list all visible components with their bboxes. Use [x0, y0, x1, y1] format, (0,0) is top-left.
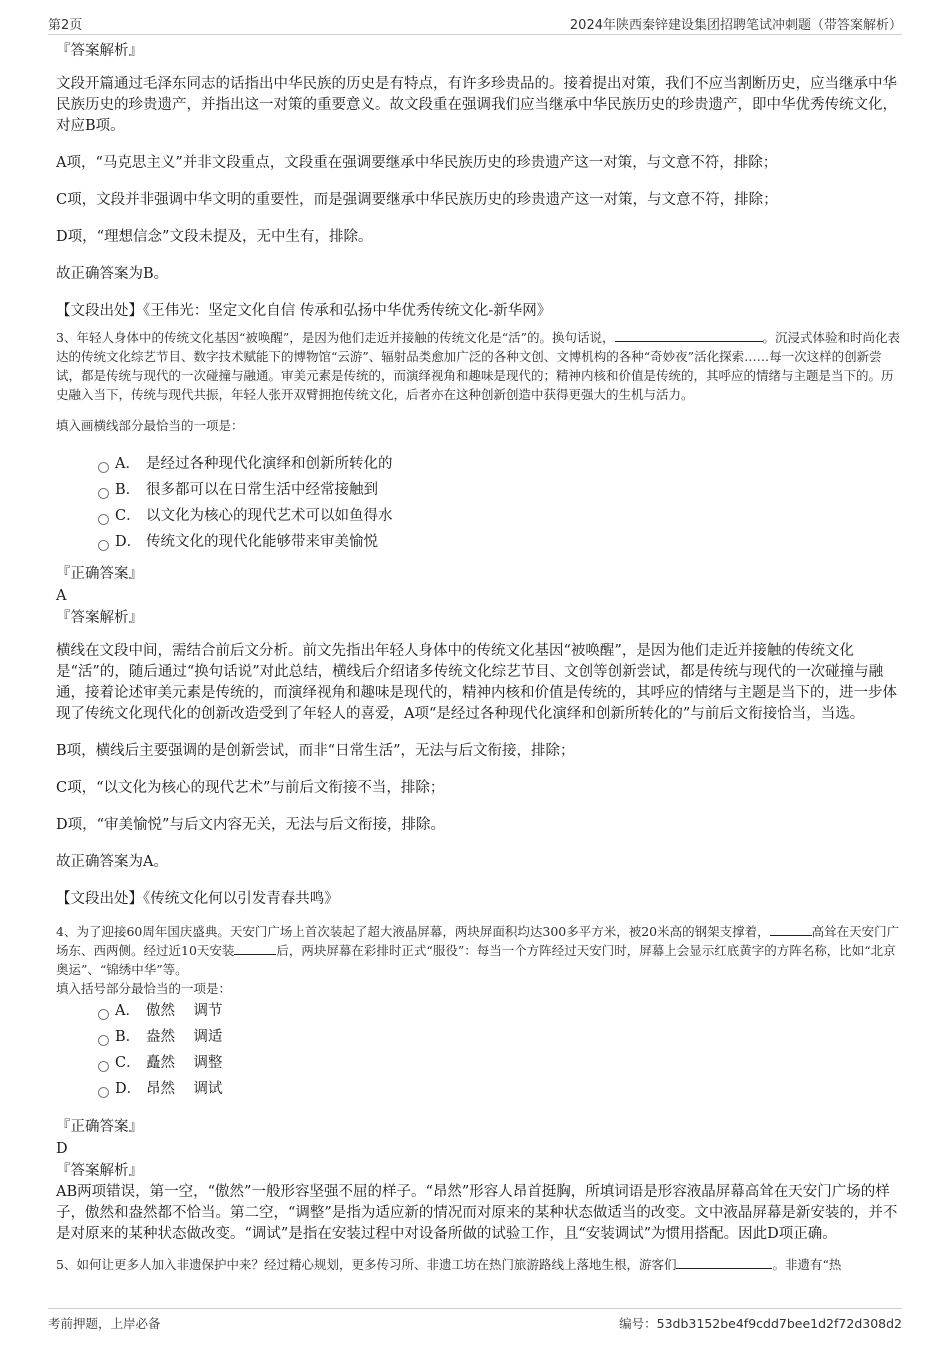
option-letter: B． [115, 1029, 141, 1045]
q5-stem [56, 1255, 902, 1274]
option-letter: D． [115, 534, 142, 550]
q4-blank-2[interactable] [234, 942, 276, 955]
q3-prompt: 填入画横线部分最恰当的一项是： [56, 418, 244, 433]
page-number: 第2页 [48, 18, 83, 33]
option-letter: B． [115, 482, 141, 498]
document-title: 2024年陕西秦锌建设集团招聘笔试冲刺题（带答案解析） [569, 18, 902, 33]
q3-stem [56, 328, 902, 404]
radio-button[interactable] [98, 462, 109, 473]
q4-answer: D [56, 1141, 68, 1157]
q4-analysis: AB两项错误，第一空，“傲然”一般形容坚强不屈的样子。“昂然”形容人昂首挺胸，所填词语是形容液晶屏幕高耸在天安门广场的样子，傲然和盎然都不恰当。第二空，“调整”是指为适应新的情况而对原来的某种状态做适当的改变。文中液晶屏幕是新安装的，并不是对原来的某种状态做改变。“调试”是指在安装过程中对设备所做的试验工作，且“安装调试”为惯用搭配。因此D项正确。 [56, 1184, 898, 1242]
radio-button[interactable] [98, 1009, 109, 1020]
q5-blank[interactable] [676, 1256, 772, 1269]
q4-blank-1[interactable] [770, 923, 812, 936]
q3-stem-part: 。沉浸式体验和时尚化表达的传统文化综艺节目、数字技术赋能下的博物馆“云游”、辐射品类愈加广泛的各种文创、文博机构的各种“奇妙夜”活化探索……每一次这样的创新尝试，都是传统与现代的一次碰撞与融通。审美元素是传统的，而演绎视角和趣味是现代的；精神内核和价值是传统的，其呼应的情绪与主题是当下的。历史融入当下，传统与现代共振，年轻人张开双臂拥抱传统文化，后者亦在这种创新创造中获得更强大的生机与活力。 [56, 330, 901, 402]
q3-blank[interactable] [615, 329, 763, 342]
document-id: 编号：53db3152be4f9cdd7bee1d2f72d308d2 [619, 1316, 902, 1331]
q4-option-b[interactable] [56, 1024, 902, 1050]
page-content [56, 40, 902, 1274]
q2-source: 【文段出处】《王伟光：坚定文化自信 传承和弘扬中华优秀传统文化-新华网》 [56, 303, 552, 319]
q4-stem-part: 高耸在天安门广场东、西两侧。经过近10天安装 [56, 924, 900, 958]
q2-analysis-label: 『答案解析』 [56, 43, 143, 59]
option-word-1: 矗然 [146, 1055, 175, 1071]
option-word-2: 调节 [193, 1003, 223, 1019]
q3-analysis-paragraph: 横线在文段中间，需结合前后文分析。前文先指出年轻人身体中的传统文化基因“被唤醒”，是因为他们走近并接触的传统文化是“活”的，随后通过“换句话说”对此总结，横线后介绍诸多传统文化综艺节目、文创等创新尝试，都是传统与现代的一次碰撞与融通，接着论述审美元素是传统的，而演绎视角和趣味是现代的，精神内核和价值是传统的，其呼应的情绪与主题是当下的，进一步体现了传统文化现代化的创新改造受到了年轻人的喜爱，A项“是经过各种现代化演绎和创新所转化的”与前后文衔接恰当，当选。 [56, 643, 897, 722]
q4-option-a[interactable] [56, 998, 902, 1024]
page-footer [48, 1308, 902, 1333]
option-word-1: 盎然 [146, 1029, 175, 1045]
radio-button[interactable] [98, 540, 109, 551]
option-word-2: 调试 [193, 1081, 223, 1097]
option-word-1: 傲然 [146, 1003, 175, 1019]
q2-analysis-paragraph: A项，“马克思主义”并非文段重点，文段重在强调要继承中华民族历史的珍贵遗产这一对策，与文意不符，排除； [56, 155, 778, 171]
option-text: 是经过各种现代化演绎和创新所转化的 [146, 456, 393, 472]
option-letter: A． [115, 1003, 140, 1019]
q4-stem-part: 4、为了迎接60周年国庆盛典。天安门广场上首次装起了超大液晶屏幕，两块屏面积均达300多平方米，被20米高的钢架支撑着， [56, 924, 770, 939]
option-word-2: 调适 [193, 1029, 223, 1045]
q2-analysis-paragraph: 文段开篇通过毛泽东同志的话指出中华民族的历史是有特点，有许多珍贵品的。接着提出对策，我们不应当割断历史，应当继承中华民族历史的珍贵遗产，并指出这一对策的重要意义。故文段重在强调我们应当继承中华民族历史的珍贵遗产，即中华优秀传统文化，对应B项。 [56, 76, 897, 134]
q3-analysis-label: 『答案解析』 [56, 610, 143, 626]
radio-button[interactable] [98, 1087, 109, 1098]
page-header [48, 14, 902, 35]
option-word-2: 调整 [193, 1055, 223, 1071]
q3-option-b[interactable] [56, 477, 902, 503]
q3-answer: A [56, 588, 67, 604]
q4-answer-label: 『正确答案』 [56, 1119, 143, 1135]
q3-options [56, 451, 902, 555]
option-text: 很多都可以在日常生活中经常接触到 [146, 482, 378, 498]
q5-stem-part: 。非遗有“热 [772, 1257, 842, 1272]
q4-analysis-label: 『答案解析』 [56, 1163, 143, 1179]
q3-analysis-paragraph: C项，“以文化为核心的现代艺术”与前后文衔接不当，排除； [56, 780, 445, 796]
q3-analysis-paragraph: D项，“审美愉悦”与后文内容无关，无法与后文衔接，排除。 [56, 817, 445, 833]
option-letter: D． [115, 1081, 142, 1097]
q2-analysis-paragraph: C项，文段并非强调中华文明的重要性，而是强调要继承中华民族历史的珍贵遗产这一对策，与文意不符，排除； [56, 192, 778, 208]
option-letter: C． [115, 508, 141, 524]
q4-options [56, 998, 902, 1102]
q3-conclusion: 故正确答案为A。 [56, 854, 168, 870]
q4-stem [56, 922, 902, 979]
option-letter: C． [115, 1055, 141, 1071]
option-letter: A． [115, 456, 140, 472]
option-word-1: 昂然 [146, 1081, 175, 1097]
q3-option-a[interactable] [56, 451, 902, 477]
radio-button[interactable] [98, 1061, 109, 1072]
q3-option-d[interactable] [56, 529, 902, 555]
radio-button[interactable] [98, 1035, 109, 1046]
option-text: 以文化为核心的现代艺术可以如鱼得水 [146, 508, 393, 524]
q3-answer-label: 『正确答案』 [56, 566, 143, 582]
q4-stem-part: 后，两块屏幕在彩排时正式“服役”：每当一个方阵经过天安门时，屏幕上会显示红底黄字的方阵名称，比如“北京奥运”、“锦绣中华”等。 [56, 943, 896, 977]
q2-conclusion: 故正确答案为B。 [56, 266, 169, 282]
q2-analysis-paragraph: D项，“理想信念”文段未提及，无中生有，排除。 [56, 229, 373, 245]
q3-analysis-paragraph: B项，横线后主要强调的是创新尝试，而非“日常生活”，无法与后文衔接，排除； [56, 743, 575, 759]
q4-prompt: 填入括号部分最恰当的一项是： [56, 981, 232, 996]
option-text: 传统文化的现代化能够带来审美愉悦 [146, 534, 378, 550]
q4-option-d[interactable] [56, 1076, 902, 1102]
radio-button[interactable] [98, 514, 109, 525]
radio-button[interactable] [98, 488, 109, 499]
q3-source: 【文段出处】《传统文化何以引发青春共鸣》 [56, 891, 339, 907]
q5-stem-part: 5、如何让更多人加入非遗保护中来？经过精心规划，更多传习所、非遗工坊在热门旅游路线上落地生根，游客们 [56, 1257, 677, 1272]
q3-option-c[interactable] [56, 503, 902, 529]
q3-stem-part: 3、年轻人身体中的传统文化基因“被唤醒”，是因为他们走近并接触的传统文化是“活”的。换句话说， [56, 330, 615, 345]
footer-slogan: 考前押题，上岸必备 [48, 1316, 161, 1331]
q4-option-c[interactable] [56, 1050, 902, 1076]
